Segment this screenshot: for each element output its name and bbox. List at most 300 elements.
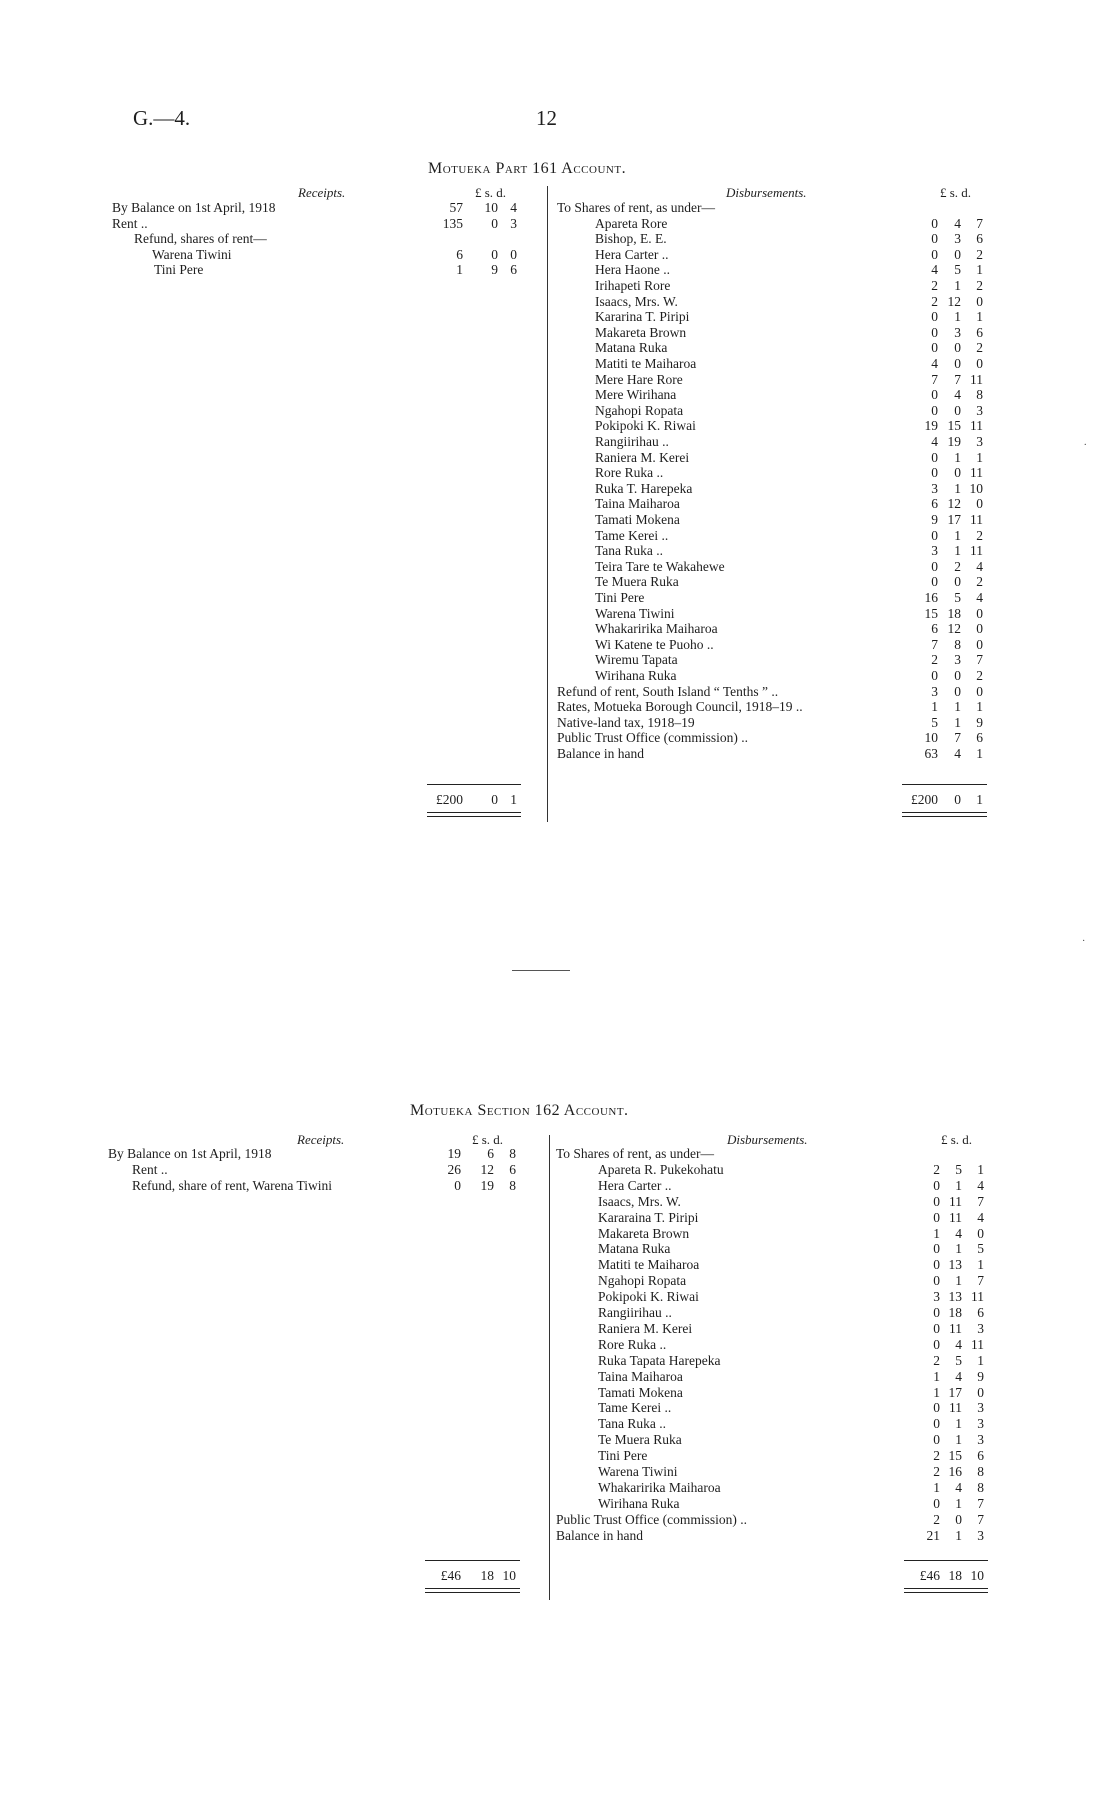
disbursement-row bbox=[0, 1416, 1114, 1432]
disbursement-row bbox=[0, 1353, 1114, 1369]
pence-value: 6 bbox=[976, 324, 983, 340]
entry-label: Rangiirihau .. bbox=[595, 434, 669, 449]
entry-label: Matiti te Maiharoa bbox=[595, 356, 697, 371]
pence-value: 0 bbox=[510, 246, 517, 262]
pounds-value: 0 bbox=[931, 668, 938, 683]
shillings-value: 1 bbox=[955, 1241, 962, 1257]
disbursement-row bbox=[0, 356, 1114, 372]
disbursement-row bbox=[0, 1273, 1114, 1289]
shillings-value: 0 bbox=[954, 683, 961, 699]
pence-value: 3 bbox=[977, 1320, 984, 1336]
pence-value: 3 bbox=[976, 402, 983, 418]
pence-value: 7 bbox=[977, 1511, 984, 1527]
shillings-value: 15 bbox=[947, 418, 961, 434]
disbursement-row bbox=[0, 512, 1114, 528]
shillings-value: 0 bbox=[954, 356, 961, 371]
shillings-value: 8 bbox=[954, 636, 961, 652]
receipts-lsd-heading: £ s. d. bbox=[472, 1132, 504, 1147]
account-title: Motueka Section 162 Account. bbox=[410, 1102, 629, 1119]
shillings-value: 5 bbox=[955, 1161, 962, 1177]
entry-label: Matana Ruka bbox=[598, 1241, 671, 1257]
pence-value: 1 bbox=[977, 1257, 984, 1273]
disbursement-row bbox=[0, 200, 1114, 216]
total-rule-bottom bbox=[902, 812, 987, 817]
account-title: Motueka Part 161 Account. bbox=[428, 160, 627, 177]
pence-value: 7 bbox=[976, 215, 983, 231]
pounds-value: 6 bbox=[456, 246, 463, 262]
disbursement-row bbox=[0, 247, 1114, 263]
disbursement-row bbox=[0, 1178, 1114, 1194]
pence-value: 1 bbox=[976, 449, 983, 465]
pence-value: 5 bbox=[977, 1241, 984, 1257]
entry-label: Taina Maiharoa bbox=[595, 496, 680, 512]
shillings-value: 4 bbox=[954, 387, 961, 403]
pence-value: 11 bbox=[971, 1289, 984, 1305]
disbursements-heading: Disbursements. bbox=[727, 1132, 808, 1147]
shillings-value: 11 bbox=[949, 1209, 962, 1225]
pounds-value: 19 bbox=[924, 418, 938, 434]
pence-value: 11 bbox=[970, 371, 983, 387]
pounds-value: 0 bbox=[931, 309, 938, 325]
entry-label: Tamati Mokena bbox=[598, 1384, 683, 1400]
shillings-value: 0 bbox=[954, 574, 961, 590]
shillings-value: 0 bbox=[954, 402, 961, 418]
shillings-value: 17 bbox=[947, 512, 961, 527]
shillings-value: 16 bbox=[948, 1464, 962, 1479]
disbursement-row bbox=[0, 574, 1114, 590]
shillings-value: 17 bbox=[948, 1384, 962, 1400]
pence-value: 11 bbox=[970, 418, 983, 434]
pence-value: 2 bbox=[976, 246, 983, 262]
shillings-value: 4 bbox=[955, 1225, 962, 1241]
disbursement-row bbox=[0, 1337, 1114, 1353]
entry-label: Wirihana Ruka bbox=[595, 668, 677, 683]
shillings-value: 3 bbox=[954, 324, 961, 340]
shillings-value: 0 bbox=[954, 246, 961, 262]
shillings-value: 1 bbox=[954, 699, 961, 715]
total-pounds: £200 bbox=[911, 792, 938, 807]
pounds-value: 0 bbox=[931, 387, 938, 403]
total-rule-bottom bbox=[427, 812, 521, 817]
shillings-value: 4 bbox=[955, 1479, 962, 1495]
disbursement-row bbox=[0, 418, 1114, 434]
total-rule-top bbox=[904, 1560, 988, 1561]
shillings-value: 15 bbox=[948, 1448, 962, 1464]
disbursement-row bbox=[0, 1480, 1114, 1496]
disbursement-row bbox=[0, 559, 1114, 575]
entry-label: Public Trust Office (commission) .. bbox=[557, 730, 749, 746]
shillings-value: 1 bbox=[955, 1432, 962, 1448]
shillings-value: 19 bbox=[947, 434, 961, 449]
pence-value: 2 bbox=[976, 574, 983, 590]
shillings-value: 1 bbox=[955, 1527, 962, 1543]
pence-value: 1 bbox=[977, 1352, 984, 1368]
disbursement-row bbox=[0, 434, 1114, 450]
entry-label: Isaacs, Mrs. W. bbox=[598, 1193, 681, 1209]
pounds-value: 0 bbox=[931, 231, 938, 247]
page-number: 12 bbox=[536, 106, 557, 130]
shillings-value: 11 bbox=[949, 1193, 962, 1209]
pounds-value: 0 bbox=[933, 1177, 940, 1193]
shillings-value: 12 bbox=[480, 1161, 494, 1177]
shillings-value: 7 bbox=[954, 371, 961, 387]
receipts-heading: Receipts. bbox=[298, 185, 346, 200]
pounds-value: 0 bbox=[933, 1336, 940, 1352]
pence-value: 9 bbox=[976, 714, 983, 730]
pence-value: 6 bbox=[976, 231, 983, 247]
entry-label: Balance in hand bbox=[557, 746, 644, 761]
disbursement-row bbox=[0, 528, 1114, 544]
shillings-value: 0 bbox=[954, 668, 961, 683]
shillings-value: 18 bbox=[947, 605, 961, 621]
pounds-value: 6 bbox=[931, 496, 938, 512]
entry-label: Ruka T. Harepeka bbox=[595, 480, 693, 496]
pounds-value: 15 bbox=[924, 605, 938, 621]
entry-label: Refund of rent, South Island “ Tenths ” .. bbox=[557, 683, 779, 699]
disbursement-row bbox=[0, 543, 1114, 559]
shillings-value: 1 bbox=[955, 1177, 962, 1193]
entry-label: Makareta Brown bbox=[598, 1225, 690, 1241]
shillings-value: 1 bbox=[954, 527, 961, 543]
disbursement-row bbox=[0, 231, 1114, 247]
shillings-value: 1 bbox=[954, 714, 961, 730]
entry-label: Mere Hare Rore bbox=[595, 371, 683, 387]
pounds-value: 0 bbox=[933, 1193, 940, 1209]
entry-label: Te Muera Ruka bbox=[598, 1432, 682, 1448]
shillings-value: 1 bbox=[954, 309, 961, 325]
pence-value: 3 bbox=[977, 1400, 984, 1416]
pounds-value: 0 bbox=[933, 1209, 940, 1225]
disbursement-row bbox=[0, 652, 1114, 668]
pence-value: 3 bbox=[510, 215, 517, 231]
entry-label: Tana Ruka .. bbox=[595, 543, 664, 559]
entry-label: Te Muera Ruka bbox=[595, 574, 679, 590]
pence-value: 3 bbox=[977, 1432, 984, 1448]
disbursement-row bbox=[0, 637, 1114, 653]
shillings-value: 6 bbox=[487, 1146, 494, 1161]
total-shillings: 18 bbox=[480, 1568, 494, 1583]
shillings-value: 12 bbox=[947, 621, 961, 637]
pounds-value: 0 bbox=[931, 402, 938, 418]
pence-value: 3 bbox=[977, 1527, 984, 1543]
pounds-value: 0 bbox=[454, 1177, 461, 1193]
entry-label: Teira Tare te Wakahewe bbox=[595, 558, 725, 574]
disbursement-row bbox=[0, 403, 1114, 419]
shillings-value: 1 bbox=[955, 1273, 962, 1289]
pounds-value: 4 bbox=[931, 356, 938, 371]
pounds-value: 19 bbox=[447, 1146, 461, 1161]
disbursement-row bbox=[0, 1289, 1114, 1305]
entry-label: Warena Tiwini bbox=[598, 1464, 678, 1479]
pence-value: 7 bbox=[977, 1273, 984, 1289]
pounds-value: 2 bbox=[931, 278, 938, 293]
total-pence: 1 bbox=[510, 792, 517, 807]
pounds-value: 0 bbox=[931, 527, 938, 543]
pence-value: 3 bbox=[976, 434, 983, 449]
shillings-value: 5 bbox=[954, 590, 961, 605]
pence-value: 4 bbox=[977, 1177, 984, 1193]
entry-label: Balance in hand bbox=[556, 1527, 643, 1543]
pounds-value: 2 bbox=[933, 1161, 940, 1177]
shillings-value: 19 bbox=[480, 1177, 494, 1193]
pence-value: 0 bbox=[976, 356, 983, 371]
shillings-value: 1 bbox=[954, 480, 961, 496]
shillings-value: 4 bbox=[955, 1336, 962, 1352]
entry-label: To Shares of rent, as under— bbox=[557, 200, 716, 215]
total-shillings: 18 bbox=[948, 1568, 962, 1583]
pounds-value: 57 bbox=[449, 200, 463, 215]
total-shillings: 0 bbox=[491, 792, 498, 807]
disbursement-row bbox=[0, 1448, 1114, 1464]
pounds-value: 2 bbox=[931, 652, 938, 668]
pence-value: 2 bbox=[976, 527, 983, 543]
pence-value: 11 bbox=[970, 512, 983, 527]
shillings-value: 1 bbox=[955, 1495, 962, 1511]
pence-value: 0 bbox=[976, 621, 983, 637]
total-rule-bottom bbox=[425, 1588, 520, 1593]
pence-value: 1 bbox=[976, 746, 983, 761]
series-label: G.—4. bbox=[133, 106, 191, 130]
entry-label: To Shares of rent, as under— bbox=[556, 1146, 715, 1161]
disbursement-row bbox=[0, 621, 1114, 637]
pounds-value: 4 bbox=[931, 434, 938, 449]
entry-label: Raniera M. Kerei bbox=[598, 1320, 693, 1336]
shillings-value: 0 bbox=[954, 465, 961, 481]
entry-label: Bishop, E. E. bbox=[595, 231, 667, 247]
disbursement-row bbox=[0, 1528, 1114, 1544]
pence-value: 0 bbox=[977, 1225, 984, 1241]
pence-value: 8 bbox=[977, 1464, 984, 1479]
entry-label: Irihapeti Rore bbox=[595, 278, 671, 293]
disbursement-row bbox=[0, 387, 1114, 403]
disbursement-row bbox=[0, 606, 1114, 622]
total-pence: 10 bbox=[970, 1568, 984, 1583]
entry-label: Tame Kerei .. bbox=[595, 527, 669, 543]
shillings-value: 13 bbox=[948, 1289, 962, 1305]
pounds-value: 0 bbox=[931, 324, 938, 340]
pence-value: 0 bbox=[976, 636, 983, 652]
pence-value: 11 bbox=[971, 1336, 984, 1352]
disbursement-row bbox=[0, 1226, 1114, 1242]
pounds-value: 0 bbox=[933, 1432, 940, 1448]
pence-value: 6 bbox=[977, 1305, 984, 1320]
pence-value: 4 bbox=[510, 200, 517, 215]
disbursement-row bbox=[0, 262, 1114, 278]
entry-label: Refund, shares of rent— bbox=[134, 231, 267, 247]
pounds-value: 0 bbox=[933, 1495, 940, 1511]
total-rule-top bbox=[427, 784, 521, 785]
disbursement-row bbox=[0, 1321, 1114, 1337]
entry-label: By Balance on 1st April, 1918 bbox=[112, 200, 276, 215]
entry-label: Native-land tax, 1918–19 bbox=[557, 714, 695, 730]
margin-mark: · bbox=[1082, 936, 1086, 947]
disbursement-row bbox=[0, 1512, 1114, 1528]
disbursement-row bbox=[0, 1400, 1114, 1416]
disbursement-row bbox=[0, 1241, 1114, 1257]
disbursement-row bbox=[0, 1432, 1114, 1448]
entry-label: Hera Haone .. bbox=[595, 262, 670, 278]
entry-label: Ruka Tapata Harepeka bbox=[598, 1352, 721, 1368]
disbursement-row bbox=[0, 590, 1114, 606]
pounds-value: 1 bbox=[933, 1225, 940, 1241]
pence-value: 11 bbox=[970, 465, 983, 481]
entry-label: Raniera M. Kerei bbox=[595, 449, 690, 465]
disbursement-row bbox=[0, 730, 1114, 746]
pence-value: 4 bbox=[977, 1209, 984, 1225]
shillings-value: 5 bbox=[954, 262, 961, 278]
disbursement-row bbox=[0, 340, 1114, 356]
pounds-value: 9 bbox=[931, 512, 938, 527]
shillings-value: 2 bbox=[954, 558, 961, 574]
pence-value: 7 bbox=[977, 1495, 984, 1511]
total-pounds: £46 bbox=[440, 1568, 461, 1583]
entry-label: Kararina T. Piripi bbox=[595, 309, 690, 325]
entry-label: Isaacs, Mrs. W. bbox=[595, 293, 678, 309]
pounds-value: 1 bbox=[456, 262, 463, 278]
entry-label: Apareta Rore bbox=[595, 215, 668, 231]
pounds-value: 3 bbox=[931, 683, 938, 699]
pence-value: 7 bbox=[977, 1193, 984, 1209]
shillings-value: 1 bbox=[955, 1416, 962, 1432]
pounds-value: 6 bbox=[931, 621, 938, 637]
pounds-value: 4 bbox=[931, 262, 938, 278]
pounds-value: 1 bbox=[933, 1384, 940, 1400]
pounds-value: 0 bbox=[931, 340, 938, 356]
total-pence: 10 bbox=[502, 1568, 516, 1583]
total-rule-bottom bbox=[904, 1588, 988, 1593]
total-pence: 1 bbox=[976, 792, 983, 807]
disbursements-lsd-heading: £ s. d. bbox=[940, 185, 972, 200]
pounds-value: 26 bbox=[447, 1161, 461, 1177]
shillings-value: 0 bbox=[491, 215, 498, 231]
disbursement-row bbox=[0, 1305, 1114, 1321]
pounds-value: 5 bbox=[931, 714, 938, 730]
pounds-value: 7 bbox=[931, 636, 938, 652]
entry-label: Whakaririka Maiharoa bbox=[598, 1479, 721, 1495]
pence-value: 10 bbox=[969, 480, 983, 496]
entry-label: Whakaririka Maiharoa bbox=[595, 621, 718, 637]
pounds-value: 0 bbox=[931, 558, 938, 574]
pounds-value: 0 bbox=[933, 1305, 940, 1320]
pence-value: 4 bbox=[976, 558, 983, 574]
pence-value: 6 bbox=[510, 262, 517, 278]
entry-label: Mere Wirihana bbox=[595, 387, 677, 403]
disbursement-row bbox=[0, 684, 1114, 700]
pounds-value: 1 bbox=[931, 699, 938, 715]
pence-value: 8 bbox=[976, 387, 983, 403]
pounds-value: 3 bbox=[931, 480, 938, 496]
pence-value: 2 bbox=[976, 278, 983, 293]
shillings-value: 1 bbox=[954, 543, 961, 559]
pounds-value: 0 bbox=[933, 1241, 940, 1257]
receipts-heading: Receipts. bbox=[297, 1132, 345, 1147]
pounds-value: 63 bbox=[924, 746, 938, 761]
shillings-value: 0 bbox=[954, 340, 961, 356]
entry-label: Warena Tiwini bbox=[152, 246, 232, 262]
entry-label: Rates, Motueka Borough Council, 1918–19 .. bbox=[557, 699, 803, 715]
entry-label: Wiremu Tapata bbox=[595, 652, 678, 668]
disbursement-row bbox=[0, 746, 1114, 762]
pence-value: 6 bbox=[509, 1161, 516, 1177]
pounds-value: 1 bbox=[933, 1368, 940, 1384]
disbursement-row bbox=[0, 309, 1114, 325]
entry-label: Pokipoki K. Riwai bbox=[595, 418, 696, 434]
shillings-value: 7 bbox=[954, 730, 961, 746]
entry-label: Taina Maiharoa bbox=[598, 1368, 683, 1384]
shillings-value: 9 bbox=[491, 262, 498, 278]
shillings-value: 10 bbox=[484, 200, 498, 215]
shillings-value: 5 bbox=[955, 1352, 962, 1368]
pence-value: 1 bbox=[976, 699, 983, 715]
pence-value: 1 bbox=[977, 1161, 984, 1177]
shillings-value: 12 bbox=[947, 496, 961, 512]
pounds-value: 7 bbox=[931, 371, 938, 387]
disbursement-row bbox=[0, 1496, 1114, 1512]
pence-value: 1 bbox=[976, 309, 983, 325]
shillings-value: 3 bbox=[954, 231, 961, 247]
pence-value: 9 bbox=[977, 1368, 984, 1384]
pence-value: 7 bbox=[976, 652, 983, 668]
entry-label: Makareta Brown bbox=[595, 324, 687, 340]
disbursement-row bbox=[0, 1257, 1114, 1273]
disbursement-row bbox=[0, 372, 1114, 388]
shillings-value: 4 bbox=[954, 215, 961, 231]
entry-label: Pokipoki K. Riwai bbox=[598, 1289, 699, 1305]
entry-label: Refund, share of rent, Warena Tiwini bbox=[132, 1177, 333, 1193]
margin-mark: . bbox=[1084, 437, 1087, 448]
entry-label: Tini Pere bbox=[154, 262, 204, 278]
pounds-value: 3 bbox=[933, 1289, 940, 1305]
disbursement-row bbox=[0, 1194, 1114, 1210]
disbursement-row bbox=[0, 715, 1114, 731]
pounds-value: 10 bbox=[924, 730, 938, 746]
entry-label: Wi Katene te Puoho .. bbox=[595, 636, 714, 652]
entry-label: Ngahopi Ropata bbox=[598, 1273, 687, 1289]
pence-value: 0 bbox=[976, 293, 983, 309]
disbursement-row bbox=[0, 1210, 1114, 1226]
shillings-value: 1 bbox=[954, 278, 961, 293]
pounds-value: 0 bbox=[933, 1416, 940, 1432]
entry-label: Rent .. bbox=[112, 215, 148, 231]
pence-value: 1 bbox=[976, 262, 983, 278]
entry-label: Tini Pere bbox=[595, 590, 645, 605]
total-rule-top bbox=[902, 784, 987, 785]
disbursement-row bbox=[0, 325, 1114, 341]
disbursement-row bbox=[0, 1146, 1114, 1162]
pounds-value: 0 bbox=[931, 246, 938, 262]
entry-label: Apareta R. Pukekohatu bbox=[598, 1161, 724, 1177]
entry-label: Kararaina T. Piripi bbox=[598, 1209, 699, 1225]
disbursement-row bbox=[0, 294, 1114, 310]
pounds-value: 0 bbox=[931, 449, 938, 465]
shillings-value: 11 bbox=[949, 1400, 962, 1416]
shillings-value: 3 bbox=[954, 652, 961, 668]
pounds-value: 135 bbox=[442, 215, 463, 231]
pounds-value: 21 bbox=[926, 1527, 940, 1543]
pounds-value: 16 bbox=[924, 590, 938, 605]
pounds-value: 0 bbox=[933, 1400, 940, 1416]
shillings-value: 4 bbox=[955, 1368, 962, 1384]
disbursement-row bbox=[0, 1369, 1114, 1385]
pence-value: 0 bbox=[976, 683, 983, 699]
entry-label: Hera Carter .. bbox=[595, 246, 669, 262]
pounds-value: 0 bbox=[931, 574, 938, 590]
entry-label: Matana Ruka bbox=[595, 340, 668, 356]
pounds-value: 0 bbox=[933, 1273, 940, 1289]
pence-value: 2 bbox=[976, 340, 983, 356]
entry-label: Wirihana Ruka bbox=[598, 1495, 680, 1511]
shillings-value: 12 bbox=[947, 293, 961, 309]
